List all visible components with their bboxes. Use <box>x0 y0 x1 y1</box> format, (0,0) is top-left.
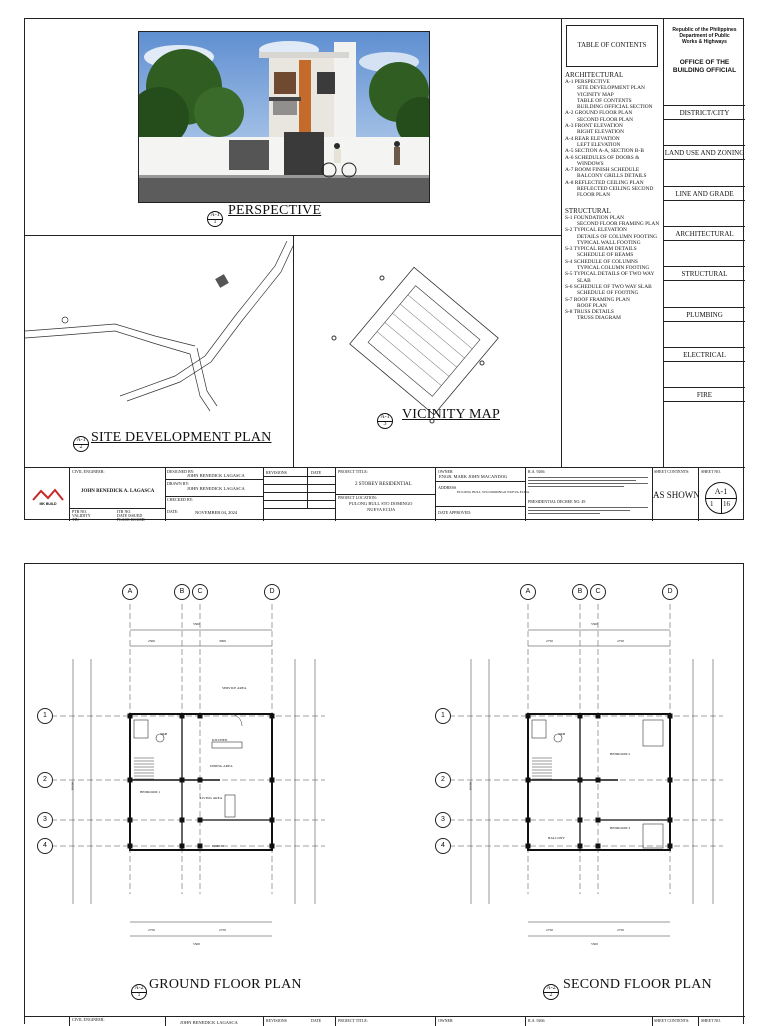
logo-text: MK BUILD <box>39 502 57 506</box>
toc-entry: S-1 FOUNDATION PLAN <box>565 214 624 221</box>
office-box-label: DISTRICT/CITY <box>679 109 730 117</box>
tb2-owner-label: OWNER <box>438 1018 453 1023</box>
vicinity-map-view-badge: A-1 3 <box>377 413 393 429</box>
toc-entry: A-8 REFLECTED CEILING PLAN <box>565 179 644 186</box>
tb-owner-label: OWNER <box>438 469 453 474</box>
tb-validity-label: VALIDITY <box>72 513 91 518</box>
tb-engineer-name: JOHN BENEDICK A. LAGASCA <box>81 489 155 494</box>
office-box-label: LAND USE AND ZONING <box>664 149 745 158</box>
toc-entry: A-2 GROUND FLOOR PLAN <box>565 110 633 117</box>
office-box-label: FIRE <box>696 391 713 400</box>
toc-entry: S-7 ROOF FRAMING PLAN <box>565 296 630 303</box>
grid-bubble-1: 1 <box>435 708 451 724</box>
toc-section-title: STRUCTURAL <box>565 206 611 215</box>
second-floor-view-badge: A-2 2 <box>543 984 559 1000</box>
toc-entry: RIGHT ELEVATION <box>577 129 624 136</box>
grid-bubble-a: A <box>520 584 536 600</box>
toc-entry: LEFT ELEVATION <box>577 141 621 148</box>
drawing-sheet-a1 <box>24 18 744 520</box>
toc-entry: A-3 FRONT ELEVATION <box>565 123 623 130</box>
tb-civil-engineer-label: CIVIL ENGINEER: <box>72 469 105 474</box>
toc-entry: S-8 TRUSS DETAILS <box>565 309 614 316</box>
tb-sheet-total: 16 <box>723 500 730 508</box>
toc-entry: ROOF PLAN <box>577 302 607 309</box>
room-label: DINING AREA <box>210 764 233 768</box>
grid-bubble-b: B <box>572 584 588 600</box>
grid-bubble-3: 3 <box>37 812 53 828</box>
toc-entry: S-4 SCHEDULE OF COLUMNS <box>565 258 638 265</box>
toc-entry: SECOND FLOOR PLAN <box>577 116 634 123</box>
tb2-ra-label: R.A. 9266 <box>528 1018 545 1023</box>
toc-entry: S-3 TYPICAL BEAM DETAILS <box>565 246 637 253</box>
room-label: BEDROOM 3 <box>610 826 631 830</box>
grid-bubble-2: 2 <box>435 772 451 788</box>
tb2-designed-by: JOHN BENEDICK LAGASCA <box>180 1020 238 1025</box>
drawing-sheet-a2 <box>24 563 744 1024</box>
tb-ra-label: R.A. 9266 <box>528 469 545 474</box>
toc-entry: VICINITY MAP <box>577 91 614 98</box>
dimension-label-vertical: 10000 <box>70 781 75 791</box>
dimension-label: 2750 <box>617 928 624 932</box>
room-label: T&B <box>558 732 566 736</box>
site-plan-view-badge: A-1 2 <box>73 436 89 452</box>
grid-bubble-2: 2 <box>37 772 53 788</box>
office-box-label: ELECTRICAL <box>683 350 726 359</box>
tb-pd-label: PRESIDENTIAL DECREE NO. 49 <box>528 499 586 504</box>
perspective-render <box>138 31 430 203</box>
dimension-label: 2500 <box>148 639 155 643</box>
toc-entry: TYPICAL WALL FOOTING <box>577 239 641 246</box>
dimension-label: 5500 <box>193 622 200 626</box>
toc-entry: S-2 TYPICAL ELEVATION <box>565 227 627 234</box>
toc-entry: REFLECTED CEILING SECOND <box>577 186 654 193</box>
toc-entry: TABLE OF CONTENTS <box>577 97 632 104</box>
tb2-project-title-label: PROJECT TITLE: <box>338 1018 368 1023</box>
grid-bubble-4: 4 <box>37 838 53 854</box>
office-box-label: ARCHITECTURAL <box>675 229 734 238</box>
tb-sheet-badge <box>705 482 737 514</box>
tb-address-label: ADDRESS <box>438 485 457 490</box>
tb-designed-by: JOHN BENEDICK LAGASCA <box>187 473 245 478</box>
grid-bubble-d: D <box>662 584 678 600</box>
toc-entry: A-1 PERSPECTIVE <box>565 79 610 85</box>
second-floor-title: SECOND FLOOR PLAN <box>563 977 712 992</box>
toc-entry: SCHEDULE OF BEAMS <box>577 252 634 259</box>
dimension-label: 5500 <box>193 942 200 946</box>
tb-scale: AS SHOWN <box>653 490 700 500</box>
tb-sheet-no-label: SHEET NO. <box>701 469 722 474</box>
tb-tin-label: TIN <box>72 517 79 522</box>
perspective-view-badge: A-1 1 <box>207 211 223 227</box>
dimension-label: 2750 <box>219 928 226 932</box>
tb-drawn-by-label: DRAWN BY: <box>167 481 190 486</box>
dimension-label: 5500 <box>591 622 598 626</box>
tb-date-label: DATE: <box>167 509 179 514</box>
toc-entry: BUILDING OFFICIAL SECTION <box>577 104 653 111</box>
tb-itr-label: ITR NO. <box>117 509 132 514</box>
tb-ptr-label: PTR NO. <box>72 509 88 514</box>
toc-entry: TRUSS DIAGRAM <box>577 315 621 322</box>
vicinity-map-title: VICINITY MAP <box>402 407 500 422</box>
room-label: LIVING AREA <box>200 796 223 800</box>
ground-floor-title: GROUND FLOOR PLAN <box>149 977 302 992</box>
room-label: T&B <box>160 732 168 736</box>
tb-date-approved-label: DATE APPROVED: <box>438 510 472 515</box>
grid-bubble-a: A <box>122 584 138 600</box>
grid-bubble-c: C <box>590 584 606 600</box>
tb2-rev-date-label: DATE <box>311 1018 322 1023</box>
toc-entry: FLOOR PLAN <box>577 192 611 199</box>
toc-entry: SLAB <box>577 277 591 284</box>
office-title-2: BUILDING OFFICIAL <box>672 67 737 74</box>
tb-legal-text-2 <box>528 505 648 516</box>
toc-entry: BALCONY GRILLS DETAILS <box>577 173 647 180</box>
tb-sheet-contents-label: SHEET CONTENTS: <box>654 469 690 474</box>
toc-entry: S-6 SCHEDULE OF TWO WAY SLAB <box>565 283 652 290</box>
toc-entry: A-7 ROOM FINISH SCHEDULE <box>565 167 640 174</box>
tb-project-title: 2 STOREY RESIDENTIAL <box>355 482 412 487</box>
toc-section-title: ARCHITECTURAL <box>565 71 624 79</box>
grid-bubble-1: 1 <box>37 708 53 724</box>
tb2-civil-engineer-label: CIVIL ENGINEER: <box>72 1017 105 1022</box>
dimension-label: 2750 <box>546 928 553 932</box>
tb-address: PULONG BULL STO DOMINGO NUEVA ECIJA <box>457 490 530 494</box>
toc-entry: A-6 SCHEDULES OF DOORS & <box>565 154 640 161</box>
room-label: PORCH <box>212 844 224 848</box>
toc-entry: WINDOWS <box>577 160 604 167</box>
toc-entry: A-5 SECTION A-A, SECTION B-B <box>565 148 644 155</box>
toc-entry: S-5 TYPICAL DETAILS OF TWO WAY <box>565 271 655 278</box>
room-label: BEDROOM 2 <box>610 752 631 756</box>
grid-bubble-c: C <box>192 584 208 600</box>
tb-designed-by-label: DESIGNED BY: <box>167 469 195 474</box>
tb-place-issued-label: PLACE ISSUED <box>117 517 145 522</box>
site-plan-title: SITE DEVELOPMENT PLAN <box>91 430 272 445</box>
room-label: BALCONY <box>548 836 565 840</box>
dimension-label: 5500 <box>591 942 598 946</box>
toc-entry: A-4 REAR ELEVATION <box>565 135 620 142</box>
grid-bubble-4: 4 <box>435 838 451 854</box>
tb-project-location-label: PROJECT LOCATION: <box>338 495 377 500</box>
toc-entry: SCHEDULE OF FOOTING <box>577 290 639 297</box>
house-rendering-image <box>139 32 429 202</box>
tb-revisions-label: REVISIONS <box>266 470 287 475</box>
tb-project-location-2: NUEVA ECIJA <box>367 507 396 512</box>
tb2-sheet-no-label: SHEET NO. <box>701 1018 722 1023</box>
tb-rev-date-label: DATE <box>311 470 322 475</box>
room-label: SERVICE AREA <box>222 686 247 690</box>
grid-bubble-b: B <box>174 584 190 600</box>
logo-icon <box>31 488 65 502</box>
toc-entry: SITE DEVELOPMENT PLAN <box>577 85 645 92</box>
office-republic: Republic of the Philippines <box>672 27 737 33</box>
perspective-title: PERSPECTIVE <box>228 203 322 218</box>
toc-entry: DETAILS OF COLUMN FOOTING <box>577 233 657 240</box>
title-block <box>25 468 745 521</box>
grid-bubble-d: D <box>264 584 280 600</box>
company-logo <box>31 488 65 508</box>
vicinity-map-drawing <box>294 236 561 467</box>
toc-header: TABLE OF CONTENTS <box>577 42 647 49</box>
room-label: BEDROOM 1 <box>140 790 161 794</box>
grid-bubble-3: 3 <box>435 812 451 828</box>
dimension-label: 2750 <box>546 639 553 643</box>
ground-floor-plan-geometry <box>51 604 325 936</box>
tb-owner: ENGR. MARK JOHN MACANDOG <box>439 474 508 479</box>
tb-legal-text <box>528 475 648 489</box>
tb-drawn-by: JOHN BENEDICK LAGASCA <box>187 486 245 491</box>
office-box-label: PLUMBING <box>686 310 723 319</box>
tb-project-location-1: PULONG BULL STO DOMINGO <box>349 501 413 506</box>
toc-header-box <box>566 25 658 67</box>
office-title-1: OFFICE OF THE <box>679 59 730 66</box>
dimension-label-vertical: 10000 <box>468 781 473 791</box>
office-box-label: STRUCTURAL <box>681 270 728 279</box>
office-box-label: LINE AND GRADE <box>675 189 734 198</box>
office-department: Department of Public <box>679 33 730 39</box>
tb-date-issued-label: DATE ISSUED <box>117 513 143 518</box>
dimension-label: 3000 <box>219 639 226 643</box>
ground-floor-view-badge: A-2 1 <box>131 984 147 1000</box>
toc-entry: TYPICAL COLUMN FOOTING <box>577 265 650 272</box>
building-official-column <box>664 19 745 467</box>
tb2-sheet-contents-label: SHEET CONTENTS: <box>654 1018 690 1023</box>
room-label: KITCHEN <box>212 738 228 742</box>
office-works: Works & Highways <box>682 39 727 45</box>
dimension-label: 2750 <box>148 928 155 932</box>
tb-project-title-label: PROJECT TITLE: <box>338 469 368 474</box>
second-floor-plan-geometry <box>449 604 723 936</box>
tb-sheet-index: 1 <box>710 500 714 508</box>
tb-sheet-no: A-1 <box>714 487 728 496</box>
tb-date: NOVEMBER 04, 2024 <box>195 510 238 515</box>
toc-entry: SECOND FLOOR FRAMING PLAN <box>577 220 660 227</box>
dimension-label: 2750 <box>617 639 624 643</box>
table-of-contents <box>562 19 663 467</box>
floor-plans-drawing <box>25 564 745 1004</box>
tb2-revisions-label: REVISIONS <box>266 1018 287 1023</box>
toc-body <box>565 71 663 322</box>
tb-checked-by-label: CHECKED BY: <box>167 497 194 502</box>
